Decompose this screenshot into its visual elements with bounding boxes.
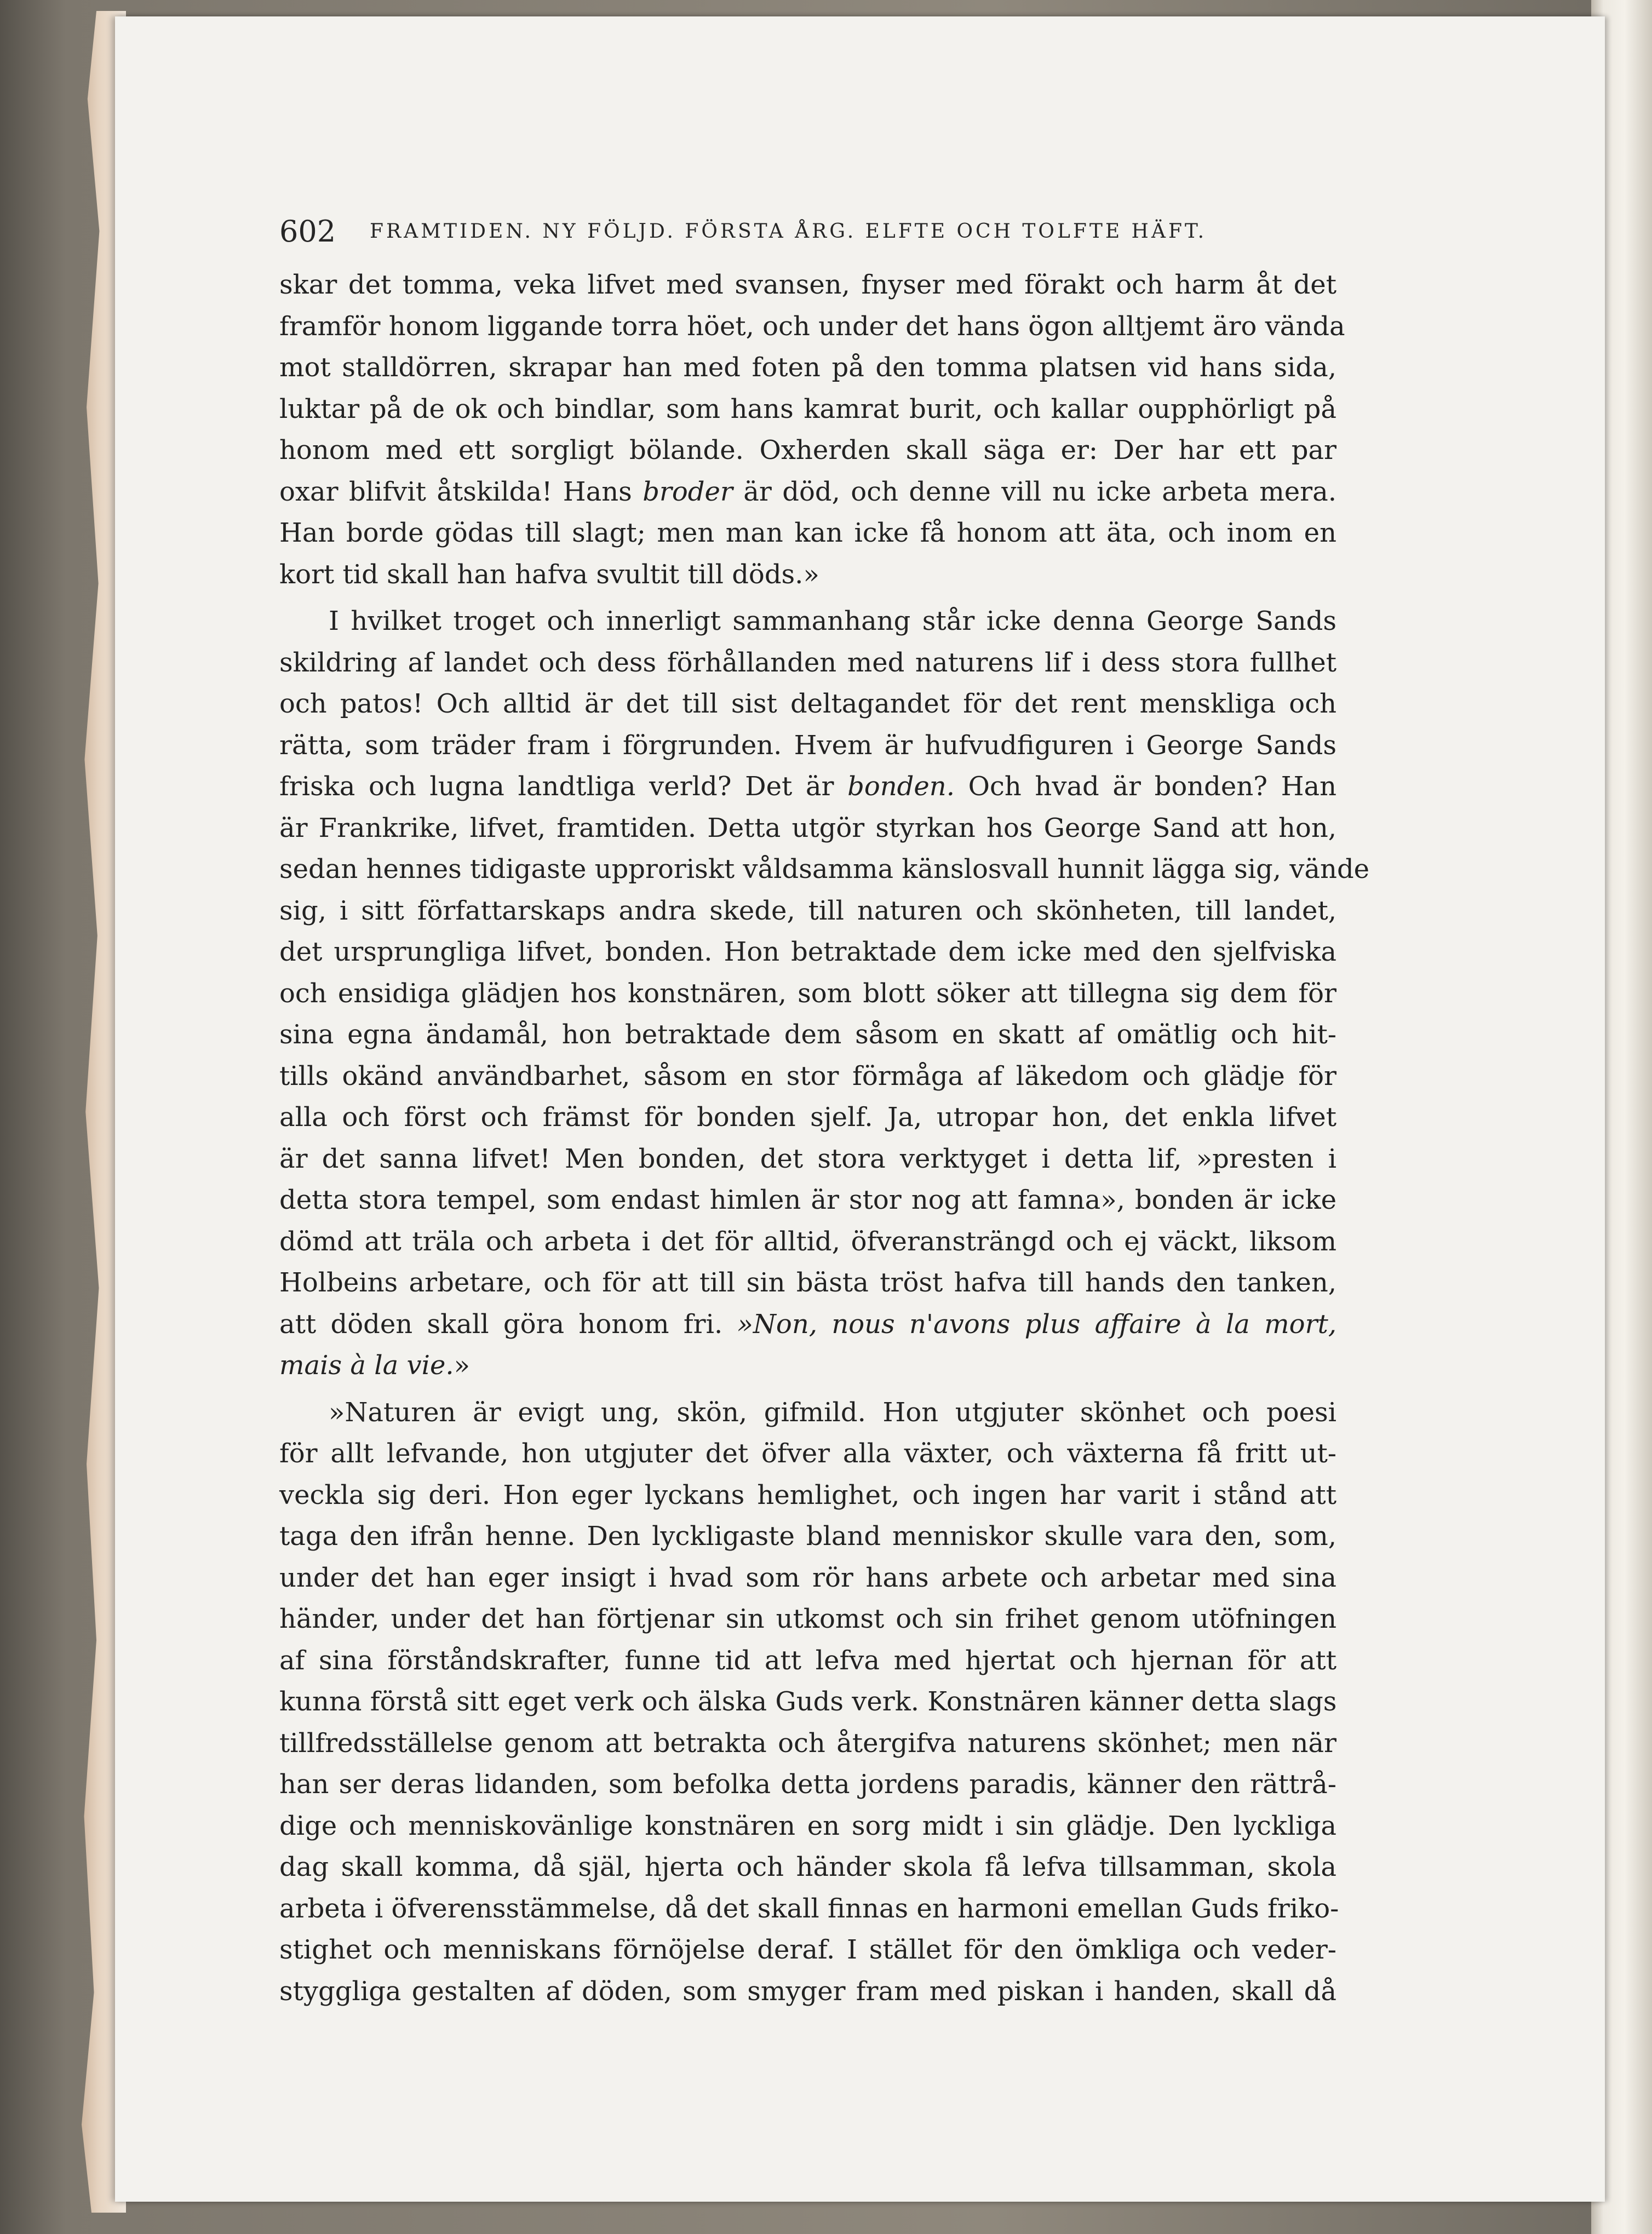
paragraph-2 [279, 601, 1370, 1387]
text-line: taga den ifrån henne. Den lyckligaste bland menniskor skulle vara den, som, [279, 1521, 1336, 1552]
text-line: tillfredsställelse genom att betrakta och återgifva naturens skönhet; men när [279, 1727, 1336, 1759]
text-line: kunna förstå sitt eget verk och älska Guds verk. Konstnären känner detta slags [279, 1686, 1337, 1717]
page-number: 602 [279, 214, 336, 249]
text-line: under det han eger insigt i hvad som rör hans arbete och arbetar med sina [279, 1562, 1336, 1593]
text-line: detta stora tempel, som endast himlen är stor nog att famna», bonden är icke [279, 1185, 1336, 1215]
text-line: veckla sig deri. Hon eger lyckans hemlighet, och ingen har varit i stånd att [279, 1479, 1336, 1511]
text-line: honom med ett sorgligt bölande. Oxherden skall säga er: Der har ett par [279, 435, 1336, 466]
italic-run: mais à la vie. [279, 1350, 454, 1381]
text-line: Holbeins arbetare, och för att till sin bästa tröst hafva till hands den tanken, [279, 1267, 1336, 1298]
paragraph-1 [279, 265, 1345, 595]
text-line: händer, under det han förtjenar sin utkomst och sin frihet genom utöfningen [279, 1604, 1336, 1634]
text-line: af sina förståndskrafter, funne tid att lefva med hjertat och hjernan för att [279, 1645, 1336, 1676]
text-line: styggliga gestalten af döden, som smyger fram med piskan i handen, skall då [279, 1975, 1336, 2007]
text-line: framför honom liggande torra höet, och under det hans ögon alltjemt äro vända [279, 311, 1345, 342]
text-line: dömd att träla och arbeta i det för alltid, öfveransträngd och ej väckt, liksom [279, 1226, 1336, 1257]
text-run: » [454, 1350, 470, 1381]
text-line: sina egna ändamål, hon betraktade dem såsom en skatt af omätlig och hit- [279, 1019, 1336, 1050]
text-line: sedan hennes tidigaste upproriskt våldsamma känslosvall hunnit lägga sig, vände [279, 854, 1370, 885]
paragraph-3 [279, 1392, 1339, 2013]
text-run: är död, och denne vill nu icke arbeta mera. [732, 476, 1337, 507]
text-line: dige och menniskovänlige konstnären en sorg midt i sin glädje. Den lyckliga [279, 1810, 1336, 1841]
text-line: för allt lefvande, hon utgjuter det öfver alla växter, och växterna få fritt ut- [279, 1438, 1336, 1469]
italic-run: »Non, nous n'avons plus affaire à la mort, [737, 1308, 1337, 1340]
text-line [279, 1345, 1336, 1387]
text-line: skar det tomma, veka lifvet med svansen, fnyser med förakt och harm åt det [279, 269, 1336, 300]
text-line: I hvilket troget och innerligt sammanhang står icke denna George Sands [329, 606, 1336, 636]
text-line: »Naturen är evigt ung, skön, gifmild. Hon utgjuter skönhet och poesi [329, 1397, 1336, 1428]
text-line: han ser deras lidanden, som befolka detta jordens paradis, känner den rättrå- [279, 1769, 1336, 1800]
text-line: rätta, som träder fram i förgrunden. Hvem är hufvudfiguren i George Sands [279, 730, 1336, 761]
text-line: tills okänd användbarhet, såsom en stor förmåga af läkedom och glädje för [279, 1060, 1336, 1092]
text-line [279, 1304, 1336, 1346]
page-header [279, 213, 1336, 251]
text-line: Han borde gödas till slagt; men man kan icke få honom att äta, och inom en [279, 518, 1336, 548]
text-line [279, 472, 1336, 513]
text-line: är Frankrike, lifvet, framtiden. Detta utgör styrkan hos George Sand att hon, [279, 812, 1336, 843]
text-line: arbeta i öfverensstämmelse, då det skall finnas en harmoni emellan Guds friko- [279, 1893, 1339, 1924]
text-line: dag skall komma, då själ, hjerta och händer skola få lefva tillsamman, skola [279, 1852, 1336, 1882]
italic-run: bonden. [847, 771, 955, 802]
text-line: luktar på de ok och bindlar, som hans kamrat burit, och kallar oupphörligt på [279, 393, 1336, 424]
text-line: stighet och menniskans förnöjelse deraf. I stället för den ömkliga och veder- [279, 1934, 1336, 1965]
running-head: FRAMTIDEN. NY FÖLJD. FÖRSTA ÅRG. ELFTE OCH TOLFTE HÄFT. [370, 220, 1207, 243]
text-line: skildring af landet och dess förhållanden med naturens lif i dess stora fullhet [279, 647, 1336, 678]
text-run: att döden skall göra honom fri. [279, 1308, 737, 1340]
text-column [279, 265, 1370, 2012]
text-line: det ursprungliga lifvet, bonden. Hon betraktade dem icke med den sjelfviska [279, 937, 1336, 967]
text-line: kort tid skall han hafva svultit till döds.» [279, 559, 819, 590]
text-run: oxar blifvit åtskilda! Hans [279, 476, 643, 507]
italic-run: broder [643, 476, 733, 507]
text-line: och patos! Och alltid är det till sist deltagandet för det rent menskliga och [279, 688, 1336, 719]
text-run: Och hvad är bonden? Han [954, 771, 1337, 802]
text-run: friska och lugna landtliga verld? Det är [279, 771, 848, 802]
text-line: alla och först och främst för bonden sjelf. Ja, utropar hon, det enkla lifvet [279, 1102, 1336, 1133]
text-line: mot stalldörren, skrapar han med foten på den tomma platsen vid hans sida, [279, 352, 1336, 383]
text-line: och ensidiga glädjen hos konstnären, som blott söker att tillegna sig dem för [279, 978, 1336, 1009]
text-line [279, 766, 1336, 808]
text-line: sig, i sitt författarskaps andra skede, till naturen och skönheten, till landet, [279, 895, 1336, 926]
text-line: är det sanna lifvet! Men bonden, det stora verktyget i detta lif, »presten i [279, 1143, 1336, 1174]
